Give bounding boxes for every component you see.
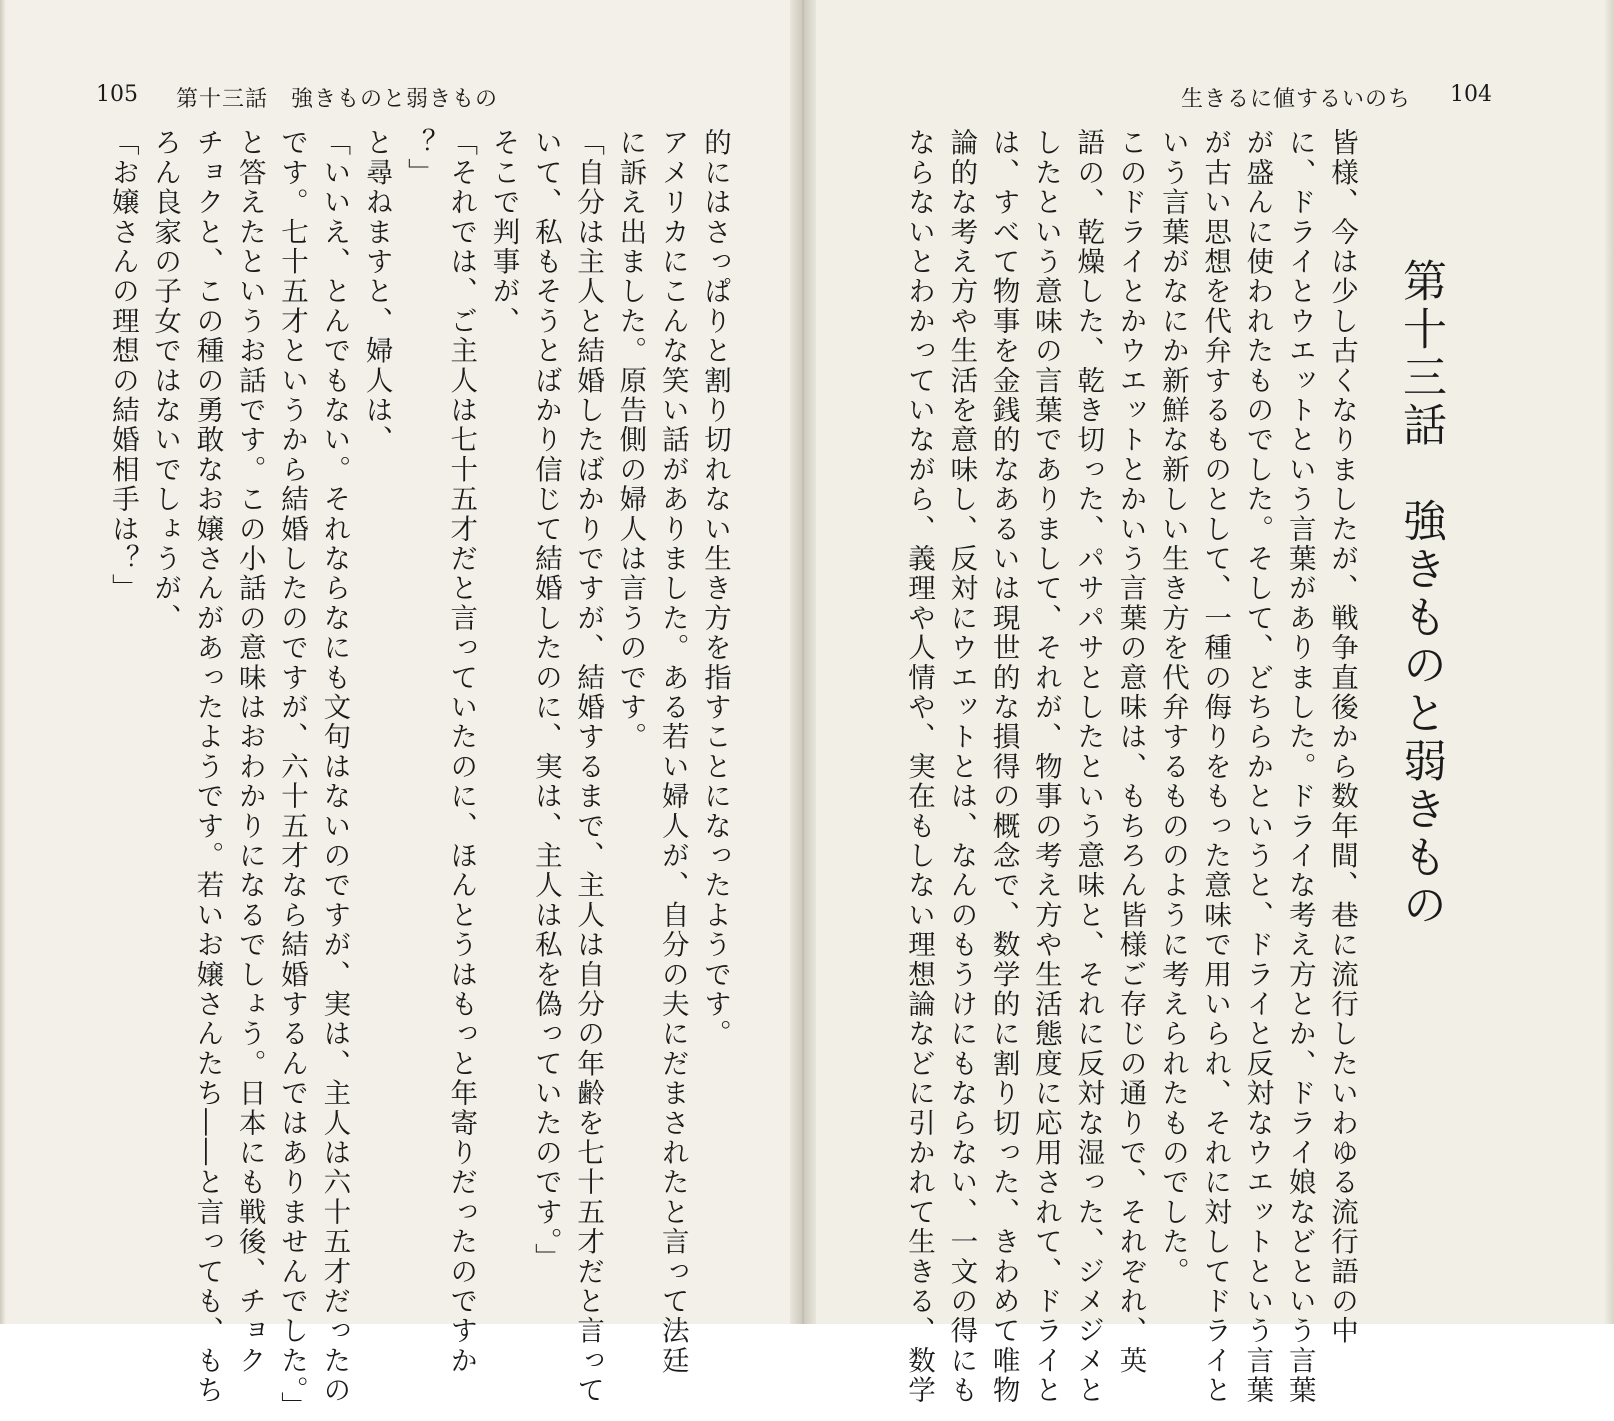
text-line: そこで判事が、 <box>487 128 520 336</box>
chapter-title: 第十三話 強きものと弱きもの <box>1395 258 1446 930</box>
text-line: は、すべて物事を金銭的なあるいは現世的な損得の概念で、数学的に割り切った、きわめて唯物 <box>987 128 1020 1406</box>
text-line: と答えたというお話です。この小話の意味はおわかりになるでしょう。日本にも戦後、チョク <box>233 128 266 1376</box>
text-line: 語の、乾燥した、乾き切った、パサパサとしたという意味と、それに反対な湿った、ジメジメと <box>1072 128 1105 1406</box>
text-line: 皆様、今は少し古くなりましたが、戦争直後から数年間、巷に流行したいわゆる流行語の中 <box>1326 128 1358 1346</box>
right-body-text <box>893 128 1363 1406</box>
book-gutter <box>790 0 816 1324</box>
text-line: いう言葉がなにか新鮮な新しい生き方を代弁するもののように考えられたものでした。 <box>1156 128 1189 1287</box>
right-running-head: 生きるに値するいのち <box>1181 87 1412 112</box>
text-line: このドライとかウエットとかいう言葉の意味は、もちろん皆様ご存じの通りで、それぞれ、英 <box>1114 128 1147 1376</box>
text-line: アメリカにこんな笑い話がありました。ある若い婦人が、自分の夫にだまされたと言って法廷 <box>656 128 689 1376</box>
text-line: が古い思想を代弁するものとして、一種の侮りをもった意味で用いられ、それに対してドライと <box>1199 128 1232 1406</box>
text-line: いて、私もそうとばかり信じて結婚したのに、実は、主人は私を偽っていたのです。」 <box>529 128 562 1273</box>
text-line: 的にはさっぱりと割り切れない生き方を指すことになったようです。 <box>699 128 731 1049</box>
text-line: と尋ねますと、婦人は、 <box>360 128 393 455</box>
text-line: が盛んに使われたものでした。そして、どちらかというと、ドライと反対なウエットという言葉 <box>1241 128 1274 1406</box>
text-line: に訴え出ました。原告側の婦人は言うのです。 <box>614 128 647 752</box>
text-line: ？」 <box>402 128 435 188</box>
text-line: 「自分は主人と結婚したばかりですが、結婚するまで、主人は自分の年齢を七十五才だと言って <box>572 128 605 1406</box>
text-line: 「お嬢さんの理想の結婚相手は？」 <box>106 128 139 604</box>
text-line: 論的な考え方や生活を意味し、反対にウエットとは、なんのもうけにもならない、一文の得にも <box>945 128 978 1406</box>
text-line: ろん良家の子女ではないでしょうが、 <box>149 128 182 633</box>
text-line: 「それでは、ご主人は七十五才だと言っていたのに、ほんとうはもっと年寄りだったのですか <box>445 128 478 1376</box>
left-body-text <box>96 128 736 1421</box>
left-running-head: 第十三話 強きものと弱きもの <box>176 87 499 112</box>
right-page-number: 104 <box>1450 82 1492 107</box>
text-line: ならないとわかっていながら、義理や人情や、実在もしない理想論などに引かれて生きる、数学 <box>903 128 936 1406</box>
left-page-number: 105 <box>96 82 138 107</box>
text-line: チョクと、この種の勇敢なお嬢さんがあったようです。若いお嬢さんたち――と言っても、もち <box>191 128 224 1406</box>
text-line: したという意味の言葉でありまして、それが、物事の考え方や生活態度に応用されて、ドライと <box>1029 128 1062 1406</box>
text-line: です。七十五才というから結婚したのですが、六十五才なら結婚するんではありませんでした。」 <box>276 128 309 1421</box>
right-page-edge <box>1604 0 1614 1324</box>
text-line: に、ドライとウエットという言葉がありました。ドライな考え方とか、ドライ娘などという言葉 <box>1283 128 1316 1406</box>
left-page-edge <box>0 0 6 1324</box>
text-line: 「いいえ、とんでもない。それならなにも文句はないのですが、実は、主人は六十五才だったの <box>318 128 351 1406</box>
